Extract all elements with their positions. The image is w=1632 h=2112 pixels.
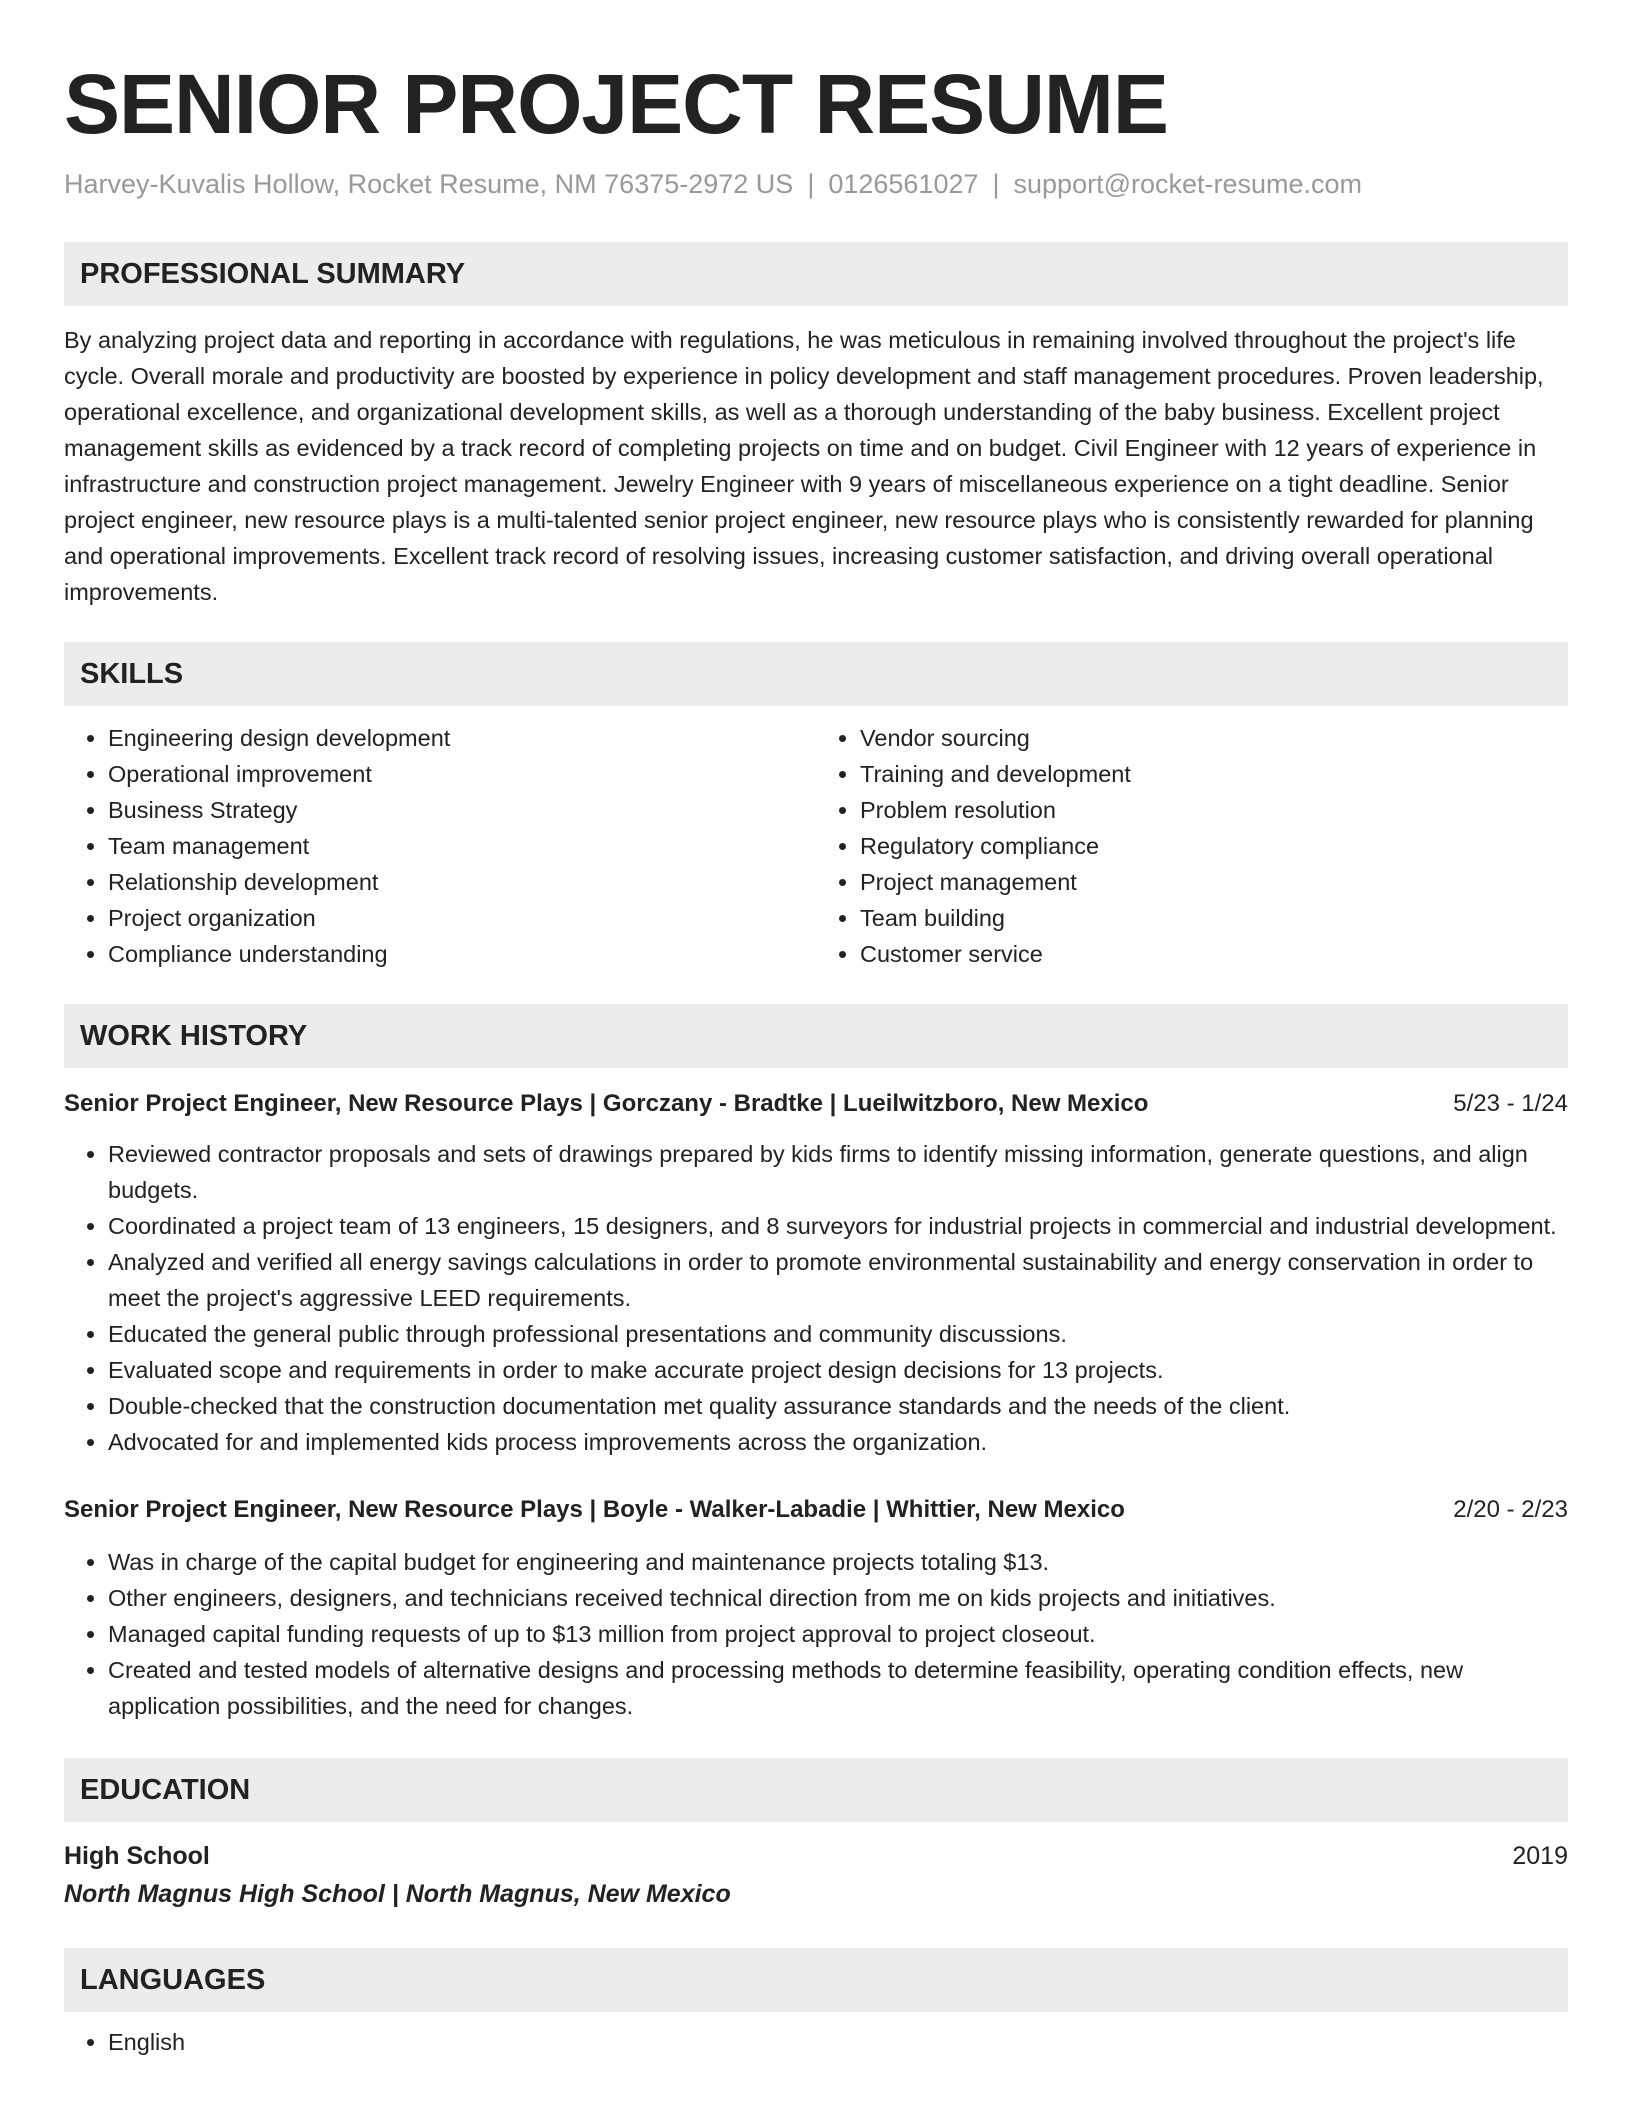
job-bullet: • Educated the general public through professional presentations and community discussions. (108, 1316, 1568, 1352)
job-entry (64, 1086, 1568, 1460)
section-header-summary: PROFESSIONAL SUMMARY (64, 242, 1568, 306)
skill-item: • Problem resolution (860, 792, 1568, 828)
contact-address: Harvey-Kuvalis Hollow, Rocket Resume, NM 76375-2972 US (64, 169, 794, 199)
contact-line (64, 166, 1568, 202)
job-entry (64, 1492, 1568, 1724)
job-bullet: • Double-checked that the construction documentation met quality assurance standards and the needs of the client. (108, 1388, 1568, 1424)
section-header-work: WORK HISTORY (64, 1004, 1568, 1068)
job-dates: 2/20 - 2/23 (1453, 1496, 1568, 1523)
skill-item: • Compliance understanding (108, 936, 816, 972)
job-title: Senior Project Engineer, New Resource Plays | Boyle - Walker-Labadie | Whittier, New Mexico (64, 1496, 1125, 1523)
skill-item: • Project management (860, 864, 1568, 900)
job-title: Senior Project Engineer, New Resource Plays | Gorczany - Bradtke | Lueilwitzboro, New Mexico (64, 1090, 1149, 1117)
job-header (64, 1086, 1568, 1122)
skill-item: • Team management (108, 828, 816, 864)
job-bullets (64, 1136, 1568, 1460)
job-bullet: • Reviewed contractor proposals and sets of drawings prepared by kids firms to identify missing information, generate questions, and align budgets. (108, 1136, 1568, 1208)
skills-columns (64, 720, 1568, 972)
contact-phone: 0126561027 (828, 169, 979, 199)
summary-text: By analyzing project data and reporting in accordance with regulations, he was meticulous in remaining involved throughout the project's life cycle. Overall morale and productivity are boosted by experience in policy development and staff management procedures. Proven leadership, operational excellence, and organizational development skills, as well as a thorough understanding of the baby business. Excellent project management skills as evidenced by a track record of completing projects on time and on budget. Civil Engineer with 12 years of experience in infrastructure and construction project management. Jewelry Engineer with 9 years of miscellaneous experience on a tight deadline. Senior project engineer, new resource plays is a multi-talented senior project engineer, new resource plays who is consistently rewarded for planning and operational improvements. Excellent track record of resolving issues, increasing customer satisfaction, and driving overall operational improvements. (64, 327, 1544, 605)
education-school: North Magnus High School | North Magnus, New Mexico (64, 1880, 731, 1908)
contact-separator: | (807, 169, 815, 199)
skills-list-left (64, 720, 816, 972)
skill-item: • Project organization (108, 900, 816, 936)
skill-item: • Regulatory compliance (860, 828, 1568, 864)
job-bullet: • Advocated for and implemented kids process improvements across the organization. (108, 1424, 1568, 1460)
job-bullet: • Analyzed and verified all energy savings calculations in order to promote environmental sustainability and energy conservation in order to meet the project's aggressive LEED requirements. (108, 1244, 1568, 1316)
job-bullet: • Created and tested models of alternative designs and processing methods to determine feasibility, operating condition effects, new application possibilities, and the need for changes. (108, 1652, 1568, 1724)
education-header (64, 1838, 1568, 1874)
skill-item: • Relationship development (108, 864, 816, 900)
job-bullets (64, 1544, 1568, 1724)
education-entry (64, 1838, 1568, 1914)
job-dates: 5/23 - 1/24 (1453, 1090, 1568, 1117)
section-header-education: EDUCATION (64, 1758, 1568, 1822)
language-item: • English (108, 2024, 1568, 2060)
skills-list-right (816, 720, 1568, 972)
contact-separator: | (992, 169, 1000, 199)
contact-email: support@rocket-resume.com (1013, 169, 1363, 199)
section-header-skills: SKILLS (64, 642, 1568, 706)
job-bullet: • Managed capital funding requests of up to $13 million from project approval to project closeout. (108, 1616, 1568, 1652)
skill-item: • Training and development (860, 756, 1568, 792)
skill-item: • Engineering design development (108, 720, 816, 756)
languages-list (64, 2024, 1568, 2060)
skill-item: • Customer service (860, 936, 1568, 972)
skill-item: • Vendor sourcing (860, 720, 1568, 756)
job-bullet: • Was in charge of the capital budget for engineering and maintenance projects totaling $13. (108, 1544, 1568, 1580)
skill-item: • Business Strategy (108, 792, 816, 828)
job-bullet: • Coordinated a project team of 13 engineers, 15 designers, and 8 surveyors for industrial projects in commercial and industrial development. (108, 1208, 1568, 1244)
skill-item: • Operational improvement (108, 756, 816, 792)
section-header-languages: LANGUAGES (64, 1948, 1568, 2012)
education-degree: High School (64, 1842, 210, 1870)
job-header (64, 1492, 1568, 1528)
education-year: 2019 (1512, 1842, 1568, 1870)
skill-item: • Team building (860, 900, 1568, 936)
job-bullet: • Other engineers, designers, and technicians received technical direction from me on kids projects and initiatives. (108, 1580, 1568, 1616)
job-bullet: • Evaluated scope and requirements in order to make accurate project design decisions for 13 projects. (108, 1352, 1568, 1388)
resume-title: SENIOR PROJECT RESUME (64, 57, 1168, 151)
